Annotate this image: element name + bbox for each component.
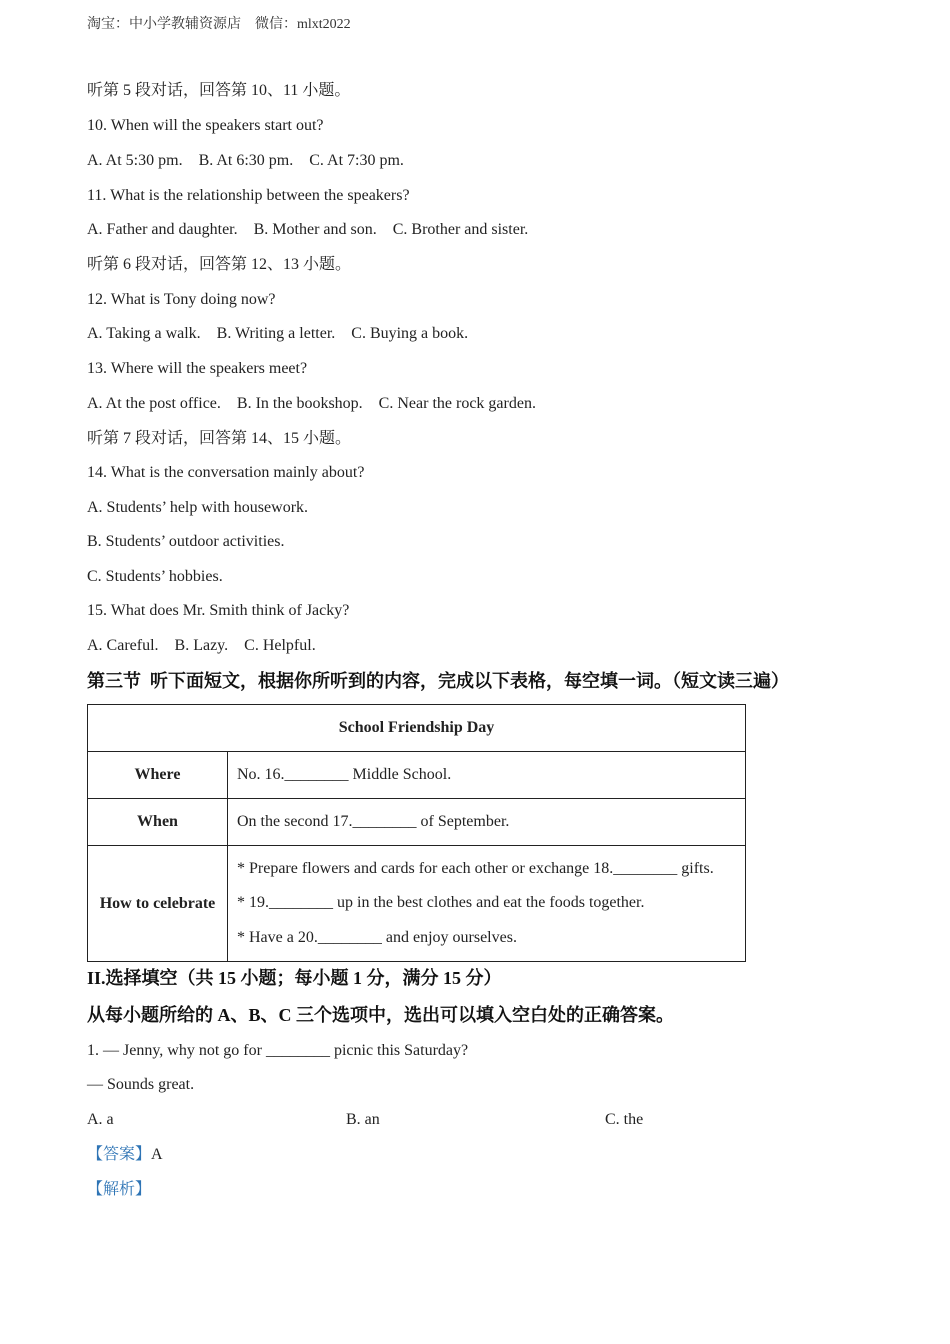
option-1c: C. the xyxy=(605,1111,644,1128)
question-12: 12. What is Tony doing now? xyxy=(87,291,276,308)
friendship-day-table xyxy=(87,704,746,962)
page-header: 淘宝：中小学教辅资源店 微信：mlxt2022 xyxy=(87,17,351,32)
option-1b: B. an xyxy=(346,1111,380,1128)
options-11: A. Father and daughter. B. Mother and son. C. Brother and sister. xyxy=(87,221,529,238)
section-instruction-5: 听第 5 段对话，回答第 10、11 小题。 xyxy=(87,82,351,99)
answer-label: 【答案】 xyxy=(87,1146,152,1163)
how-item: * Prepare flowers and cards for each other or exchange 18.________ gifts. xyxy=(237,859,714,877)
question-11: 11. What is the relationship between the speakers? xyxy=(87,187,410,204)
section-instruction-7: 听第 7 段对话，回答第 14、15 小题。 xyxy=(87,430,352,447)
options-15: A. Careful. B. Lazy. C. Helpful. xyxy=(87,637,316,654)
option-1a: A. a xyxy=(87,1111,114,1128)
how-label: How to celebrate xyxy=(88,846,228,962)
question-13: 13. Where will the speakers meet? xyxy=(87,360,308,377)
part2-instruction: 从每小题所给的 A、B、C 三个选项中，选出可以填入空白处的正确答案。 xyxy=(87,1005,675,1025)
question-14: 14. What is the conversation mainly about? xyxy=(87,464,365,481)
options-10: A. At 5:30 pm. B. At 6:30 pm. C. At 7:30 pm. xyxy=(87,152,404,169)
when-value: On the second 17.________ of September. xyxy=(228,799,746,846)
answer-value: A xyxy=(151,1146,163,1163)
question-1-reply: — Sounds great. xyxy=(87,1076,195,1093)
when-label: When xyxy=(88,799,228,846)
table-title: School Friendship Day xyxy=(88,705,746,752)
where-label: Where xyxy=(88,752,228,799)
options-13: A. At the post office. B. In the bookshop. C. Near the rock garden. xyxy=(87,395,536,412)
question-10: 10. When will the speakers start out? xyxy=(87,117,324,134)
where-value: No. 16.________ Middle School. xyxy=(228,752,746,799)
options-12: A. Taking a walk. B. Writing a letter. C. Buying a book. xyxy=(87,325,469,342)
option-14a: A. Students’ help with housework. xyxy=(87,499,309,516)
section3-heading: 第三节 听下面短文，根据你所听到的内容，完成以下表格，每空填一词。（短文读三遍） xyxy=(87,671,789,691)
question-1-stem: 1. — Jenny, why not go for ________ picnic this Saturday? xyxy=(87,1042,469,1059)
answer-line xyxy=(87,1145,163,1165)
how-item: * Have a 20.________ and enjoy ourselves. xyxy=(237,928,517,946)
how-item: * 19.________ up in the best clothes and eat the foods together. xyxy=(237,894,645,912)
option-14b: B. Students’ outdoor activities. xyxy=(87,533,285,550)
question-15: 15. What does Mr. Smith think of Jacky? xyxy=(87,602,350,619)
how-cell xyxy=(228,846,746,962)
section-instruction-6: 听第 6 段对话，回答第 12、13 小题。 xyxy=(87,256,352,273)
analysis-label: 【解析】 xyxy=(87,1181,152,1198)
option-14c: C. Students’ hobbies. xyxy=(87,568,223,585)
part2-heading: II.选择填空（共 15 小题；每小题 1 分，满分 15 分） xyxy=(87,968,502,988)
